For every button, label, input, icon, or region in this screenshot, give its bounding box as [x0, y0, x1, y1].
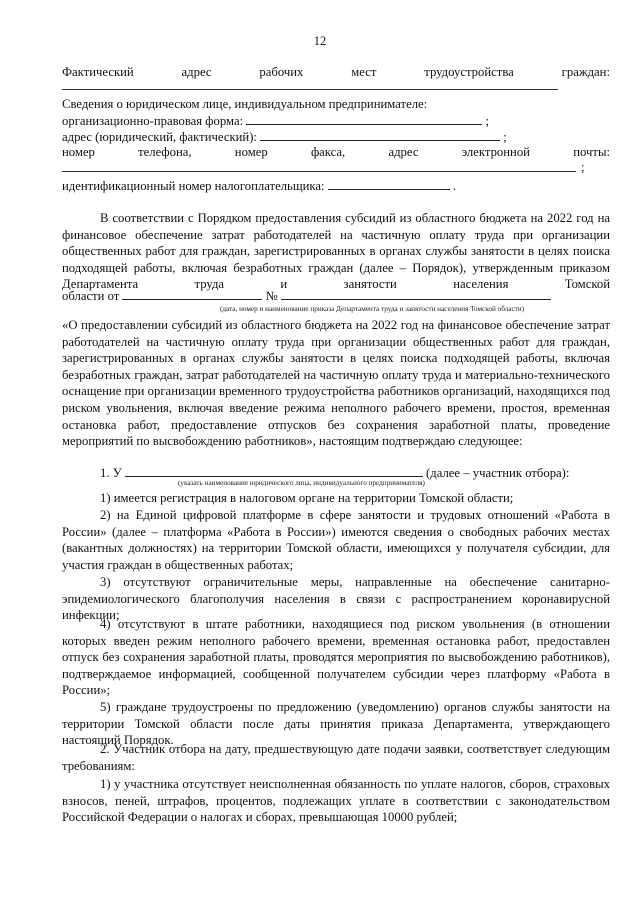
order-title-paragraph: «О предоставлении субсидий из областного бюджета на 2022 год на финансовое обеспечение затрат работодателей на частичную оплату труда при организации общественных работ для граждан, зарегистрированных в органах службы занятости в целях поиска подходящей работы, включая безработных граждан, затрат работодателей на частичную оплату труда и материально-технического оснащение при организации временного трудоустройства работников организаций, находящихся под риском увольнения, включая введение режима неполного рабочего времени, простоя, временная остановка работ, предоставление отпусков без сохранения заработной платы, проведение мероприятий по высвобождению работников», настоящим подтверждаю следующее: — [62, 318, 610, 449]
item1-start: 1. У — [100, 466, 122, 480]
item1-sub4: 4) отсутствуют в штате работники, находящиеся под риском увольнения (в отношении которых введен режим неполного рабочего времени, временная остановка работ, предоставлен отпуск без сохранения заработной платы, проводятся мероприятия по высвобождению работников), подтверждаемое информацией, сообщенной получателем субсидии через платформу «Работа в России»; — [62, 617, 610, 698]
legal-info-heading: Сведения о юридическом лице, индивидуальном предпринимателе: — [62, 97, 428, 111]
order-date-blank — [122, 287, 262, 300]
item1-end: (далее – участник отбора): — [426, 466, 570, 480]
address-blank — [260, 128, 500, 141]
inn-label: идентификационный номер налогоплательщика: — [62, 179, 325, 193]
actual-address-label: Фактический адрес рабочих мест трудоустройства граждан: — [62, 65, 610, 79]
address-semicolon: ; — [503, 130, 507, 144]
address-row — [62, 128, 610, 146]
phone-blank — [62, 171, 576, 172]
inn-row — [62, 177, 610, 195]
item1-blank — [125, 464, 423, 477]
inn-period: . — [452, 179, 457, 193]
page-number: 12 — [313, 34, 327, 48]
intro-paragraph: В соответствии с Порядком предоставления субсидий из областного бюджета на 2022 год на финансовое обеспечение затрат работодателей на частичную оплату труда при организации общественных работ для граждан, зарегистрированных в органах службы занятости в целях поиска подходящей работы, включая безработных граждан (далее – Порядок), утвержденным приказом Департамента труда и занятости населения Томской — [62, 211, 610, 292]
order-ref-start: области от — [62, 289, 120, 303]
org-form-blank — [246, 112, 482, 125]
item1-sub3: 3) отсутствуют ограничительные меры, направленные на обеспечение санитарно-эпидемиологического благополучия населения в связи с распространением коронавирусной инфекции; — [62, 575, 610, 623]
address-label: адрес (юридический, фактический): — [62, 130, 257, 144]
inn-blank — [328, 177, 450, 190]
phone-semicolon: ; — [581, 160, 585, 174]
order-number-sign: № — [265, 289, 278, 303]
item1-sub1: 1) имеется регистрация в налоговом органе на территории Томской области; — [100, 491, 514, 505]
actual-address-blank — [62, 89, 558, 90]
item1-caption: (указать наименование юридического лица, индивидуального предпринимателя) — [178, 479, 425, 487]
item1-sub2: 2) на Единой цифровой платформе в сфере занятости и трудовых отношений «Работа в России» (далее – платформа «Работа в России») имеются сведения о свободных рабочих местах (вакантных должностях) на территории Томской области, имеющихся у получателя субсидии, для участия граждан в общественных работах; — [62, 508, 610, 572]
order-number-blank — [281, 287, 551, 300]
item2-paragraph: 2. Участник отбора на дату, предшествующую дате подачи заявки, соответствует следующим требованиям: — [62, 742, 610, 773]
org-form-label: организационно-правовая форма: — [62, 114, 244, 128]
org-form-row — [62, 112, 610, 130]
phone-label: номер телефона, номер факса, адрес электронной почты: — [62, 145, 610, 159]
item1-sub5: 5) граждане трудоустроены по предложению (уведомлению) органов службы занятости на территории Томской области после даты принятия приказа Департамента, утверждающего настоящий Порядок. — [62, 700, 610, 748]
item2-sub1: 1) у участника отсутствует неисполненная обязанность по уплате налогов, сборов, страховых взносов, пеней, штрафов, процентов, подлежащих уплате в соответствии с законодательством Российской Федерации о налогах и сборах, превышающая 10000 рублей; — [62, 777, 610, 825]
order-caption: (дата, номер и наименование приказа Департамента труда и занятости населения Томской области) — [220, 305, 525, 313]
org-form-semicolon: ; — [485, 114, 489, 128]
order-ref-row — [62, 287, 610, 305]
